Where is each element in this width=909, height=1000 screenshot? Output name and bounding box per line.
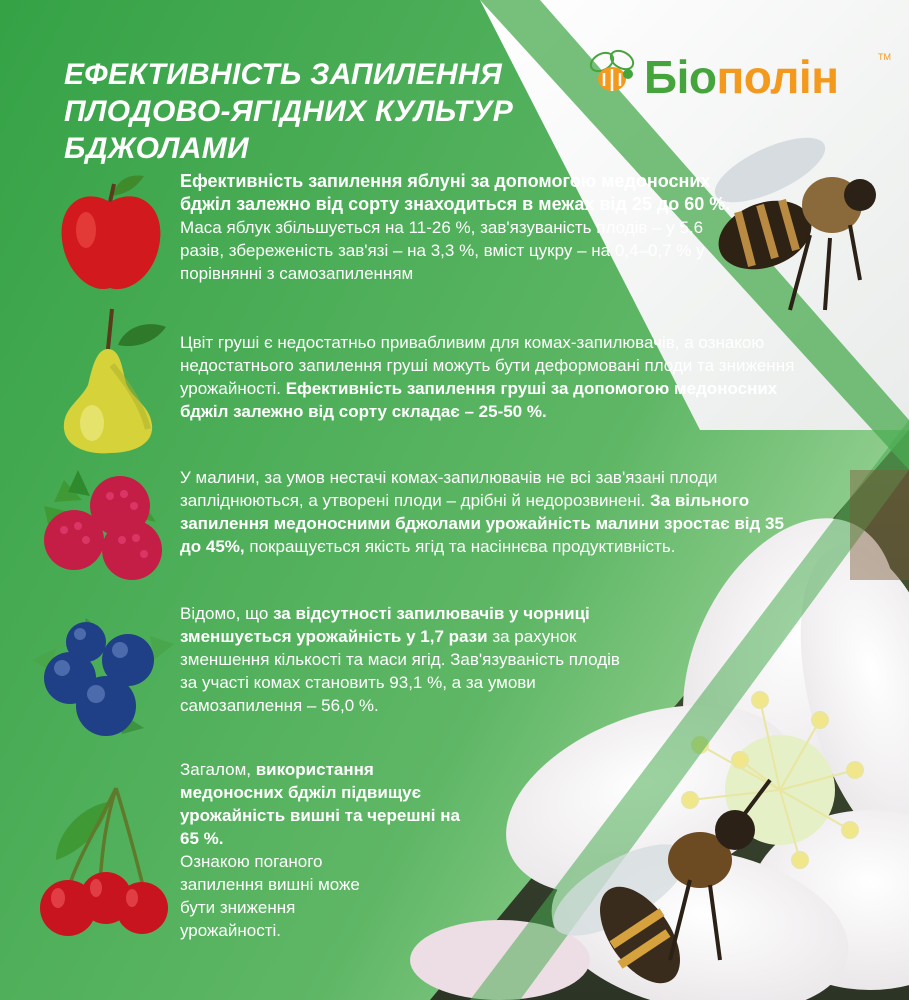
- apple-highlight: Ефективність запилення яблуні за допомогою медоносних бджіл залежно від сорту знаходиться в межах від 25 до 60 %.: [180, 171, 731, 214]
- cherry-text: [180, 758, 480, 942]
- title-line-2: ПЛОДОВО-ЯГІДНИХ КУЛЬТУР: [64, 95, 514, 128]
- logo-part-bio: Біо: [644, 51, 717, 103]
- blueberry-details: за рахунок зменшення кількості та маси ягід. Зав'язуваність плодів за участі комах становить 93,1 %, а за умови самозапилення – 56,0 %.: [180, 627, 620, 715]
- logo-trademark: TM: [878, 52, 891, 62]
- pear-icon: [52, 305, 172, 455]
- apple-details: Маса яблук збільшується на 11-26 %, зав'язуваність плодів – у 5,6 разів, збереженість зав'язі – на 3,3 %, вміст цукру – на 0,4–0,7 % у порівнянні з самозапиленням: [180, 218, 705, 283]
- raspberry-icon: [34, 466, 172, 584]
- blueberry-highlight: за відсутності запилювачів у чорниці зменшується урожайність у 1,7 рази: [180, 604, 590, 646]
- blueberry-intro: Відомо, що: [180, 604, 269, 623]
- apple-icon: [52, 168, 170, 298]
- cherry-details: Ознакою поганого запилення вишні може бути зниження урожайності.: [180, 852, 360, 940]
- pear-text: [180, 331, 820, 423]
- bee-logo-icon: [584, 44, 642, 102]
- title-line-3: БДЖОЛАМИ: [64, 132, 249, 165]
- brand-logo: [584, 40, 891, 110]
- page-title: [64, 56, 584, 167]
- pear-details: Цвіт груші є недостатньо привабливим для комах-запилювачів, а ознакою недостатнього запилення груші можуть бути деформовані плоди та зниження урожайності.: [180, 333, 795, 398]
- blueberry-text: [180, 602, 640, 717]
- title-line-1: ЕФЕКТИВНІСТЬ ЗАПИЛЕННЯ: [64, 58, 503, 91]
- pear-highlight: Ефективність запилення груші за допомогою медоносних бджіл залежно від сорту складає – 25-50 %.: [180, 379, 778, 421]
- logo-part-polin: полін: [716, 51, 839, 103]
- apple-text: [180, 170, 740, 285]
- raspberry-highlight: За вільного запилення медоносними бджолами урожайність малини зростає від 35 до 45%,: [180, 491, 784, 556]
- cherry-intro: Загалом,: [180, 760, 251, 779]
- raspberry-text: [180, 466, 800, 558]
- cherry-highlight: використання медоносних бджіл підвищує урожайність вишні та черешні на 65 %.: [180, 760, 460, 848]
- raspberry-extra: покращується якість ягід та насіннєва продуктивність.: [249, 537, 676, 556]
- blueberry-icon: [26, 610, 178, 738]
- cherry-icon: [36, 780, 176, 940]
- logo-wordmark: [644, 50, 838, 104]
- raspberry-details: У малини, за умов нестачі комах-запилювачів не всі зав'язані плоди запліднюються, а утворені плоди – дрібні й недорозвинені.: [180, 468, 718, 510]
